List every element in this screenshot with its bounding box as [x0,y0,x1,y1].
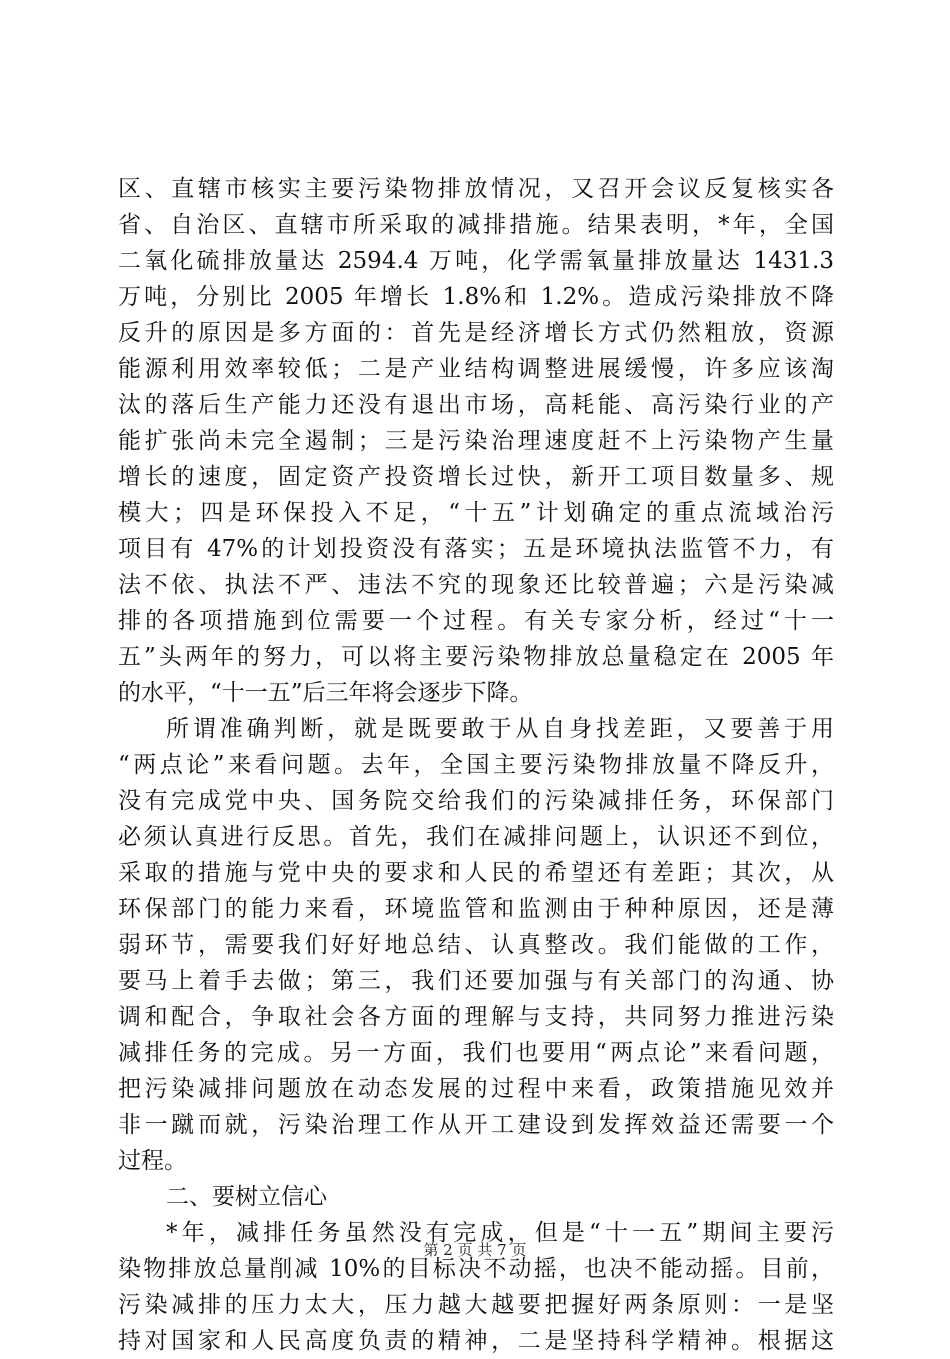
text-line: 增长的速度，固定资产投资增长过快，新开工项目数量多、规 [118,464,834,490]
text-line: “两点论”来看问题。去年，全国主要污染物排放量不降反升， [118,752,834,778]
text-line: 项目有 47%的计划投资没有落实；五是环境执法监管不力，有 [118,536,834,562]
page-number-footer: 第 2 页 共 7 页 [423,1241,527,1259]
text-line: 万吨，分别比 2005 年增长 1.8%和 1.2%。造成污染排放不降 [118,284,834,310]
text-line: 能扩张尚未完全遏制；三是污染治理速度赶不上污染物产生量 [118,428,834,454]
text-line: 排的各项措施到位需要一个过程。有关专家分析，经过“十一 [118,608,834,634]
text-line: 区、直辖市核实主要污染物排放情况，又召开会议反复核实各 [118,176,834,202]
text-line: 环保部门的能力来看，环境监管和监测由于种种原因，还是薄 [118,896,834,922]
text-line: 所谓准确判断，就是既要敢于从自身找差距，又要善于用 [166,716,834,742]
text-line: 染物排放总量削减 10%的目标决不动摇，也决不能动摇。目前， [118,1256,834,1282]
text-line: 没有完成党中央、国务院交给我们的污染减排任务，环保部门 [118,788,834,814]
text-line: 减排任务的完成。另一方面，我们也要用“两点论”来看问题， [118,1040,834,1066]
text-line: 采取的措施与党中央的要求和人民的希望还有差距；其次，从 [118,860,834,886]
text-line: 必须认真进行反思。首先，我们在减排问题上，认识还不到位， [118,824,834,850]
text-line: 的水平，“十一五”后三年将会逐步下降。 [118,680,533,706]
text-line: 省、自治区、直辖市所采取的减排措施。结果表明，*年，全国 [118,212,834,238]
text-line: *年，减排任务虽然没有完成，但是“十一五”期间主要污 [166,1220,834,1246]
text-line: 弱环节，需要我们好好地总结、认真整改。我们能做的工作， [118,932,834,958]
text-line: 法不依、执法不严、违法不究的现象还比较普遍；六是污染减 [118,572,834,598]
text-line: 调和配合，争取社会各方面的理解与支持，共同努力推进污染 [118,1004,834,1030]
text-line: 污染减排的压力太大，压力越大越要把握好两条原则：一是坚 [118,1292,834,1318]
text-line: 模大；四是环保投入不足，“十五”计划确定的重点流域治污 [118,500,834,526]
text-line: 汰的落后生产能力还没有退出市场，高耗能、高污染行业的产 [118,392,834,418]
text-line: 非一蹴而就，污染治理工作从开工建设到发挥效益还需要一个 [118,1112,834,1138]
section-heading: 二、要树立信心 [166,1184,327,1210]
text-line: 要马上着手去做；第三，我们还要加强与有关部门的沟通、协 [118,968,834,994]
document-body [118,171,834,1359]
text-line: 把污染减排问题放在动态发展的过程中来看，政策措施见效并 [118,1076,834,1102]
text-line: 反升的原因是多方面的：首先是经济增长方式仍然粗放，资源 [118,320,834,346]
text-line: 能源利用效率较低；二是产业结构调整进展缓慢，许多应该淘 [118,356,834,382]
text-line: 五”头两年的努力，可以将主要污染物排放总量稳定在 2005 年 [118,644,834,670]
text-line: 二氧化硫排放量达 2594.4 万吨，化学需氧量排放量达 1431.3 [118,248,834,274]
text-line: 过程。 [118,1148,187,1174]
text-line: 持对国家和人民高度负责的精神，二是坚持科学精神。根据这 [118,1328,834,1354]
